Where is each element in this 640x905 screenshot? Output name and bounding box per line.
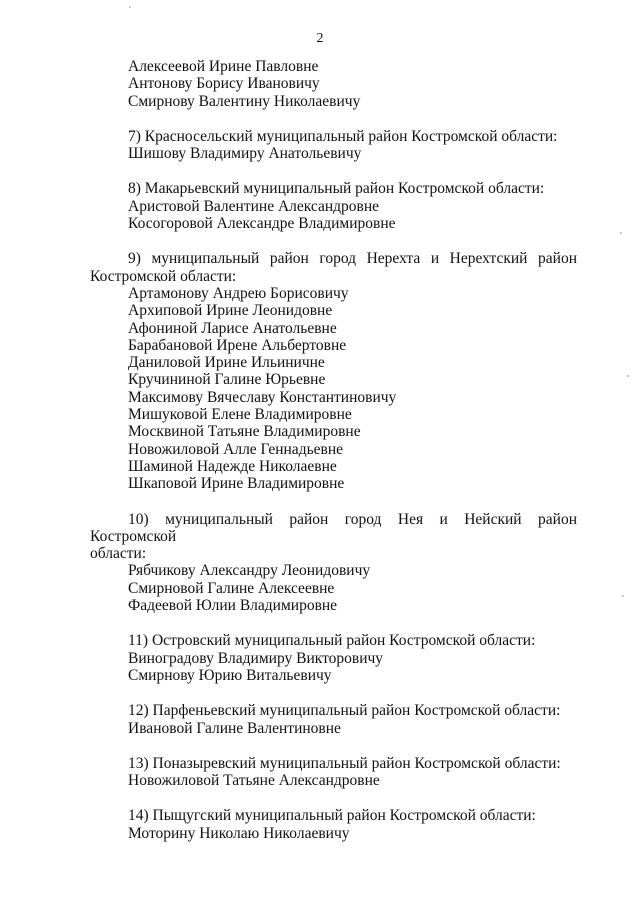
list-item: Моторину Николаю Николаевичу — [128, 824, 350, 842]
district-heading — [90, 702, 577, 719]
list-item: Кручининой Галине Юрьевне — [128, 371, 326, 389]
district-section — [90, 128, 577, 163]
list-item: Виноградову Владимиру Викторовичу — [128, 649, 384, 667]
district-heading-line: 13) Поназыревский муниципальный район Костромской области: — [128, 754, 561, 772]
district-section — [90, 702, 577, 737]
list-item: Даниловой Ирине Ильиничне — [128, 354, 325, 372]
district-sections — [90, 128, 577, 842]
scan-speck — [627, 375, 629, 377]
list-item: Артамонову Андрею Борисовичу — [128, 284, 349, 302]
district-heading-line: Костромской области: — [90, 267, 237, 285]
list-item: Новожиловой Татьяне Александровне — [128, 772, 380, 790]
list-item: Ивановой Галине Валентиновне — [128, 719, 341, 737]
list-item: Мишуковой Елене Владимировне — [128, 406, 352, 424]
list-item: Архиповой Ирине Леонидовне — [128, 302, 333, 320]
district-heading-line: 10) муниципальный район город Нея и Нейский район Костромской — [90, 510, 577, 545]
list-item: Рябчикову Александру Леонидовичу — [128, 562, 371, 580]
list-item: Шишову Владимиру Анатольевичу — [128, 145, 362, 163]
scan-speck — [129, 6, 131, 8]
list-item: Шаминой Надежде Николаевне — [128, 457, 337, 475]
district-heading — [90, 128, 577, 145]
list-item: Смирнову Валентину Николаевичу — [128, 92, 361, 110]
list-item: Максимову Вячеславу Константиновичу — [128, 388, 397, 406]
list-item: Барабановой Ирене Альбертовне — [128, 336, 347, 354]
district-heading-line: области: — [90, 545, 147, 563]
document-body — [90, 58, 577, 842]
list-item: Афониной Ларисе Анатольевне — [128, 319, 337, 337]
district-heading — [90, 807, 577, 824]
district-section — [90, 180, 577, 232]
district-section — [90, 807, 577, 842]
list-item: Косогоровой Александре Владимировне — [128, 215, 396, 233]
district-heading — [90, 632, 577, 649]
district-heading-line: 14) Пыщугский муниципальный район Костромской области: — [128, 807, 536, 825]
district-heading — [90, 180, 577, 197]
list-item: Смирнову Юрию Витальевичу — [128, 666, 332, 684]
scan-speck — [620, 232, 622, 234]
district-heading-line: 9) муниципальный район город Нерехта и Нерехтский район — [128, 250, 577, 268]
list-item: Аристовой Валентине Александровне — [128, 197, 380, 215]
district-heading-line: 8) Макарьевский муниципальный район Костромской области: — [128, 180, 545, 198]
list-item: Антонову Борису Ивановичу — [128, 75, 320, 93]
list-item: Новожиловой Алле Геннадьевне — [128, 440, 344, 458]
district-section — [90, 632, 577, 684]
district-heading — [90, 511, 577, 563]
district-heading — [90, 250, 577, 285]
page-number: 2 — [316, 31, 324, 46]
list-item: Смирновой Галине Алексеевне — [128, 579, 335, 597]
district-heading-line: 11) Островский муниципальный район Костромской области: — [128, 632, 536, 650]
district-section — [90, 250, 577, 492]
list-item: Фадеевой Юлии Владимировне — [128, 597, 338, 615]
district-heading — [90, 755, 577, 772]
district-heading-line: 7) Красносельский муниципальный район Костромской области: — [128, 127, 558, 145]
intro-name-list — [90, 58, 577, 110]
list-item: Шкаповой Ирине Владимировне — [128, 475, 345, 493]
scan-speck — [622, 595, 624, 597]
district-section — [90, 511, 577, 615]
district-heading-line: 12) Парфеньевский муниципальный район Костромской области: — [128, 702, 561, 720]
district-section — [90, 755, 577, 790]
list-item: Москвиной Татьяне Владимировне — [128, 423, 361, 441]
list-item: Алексеевой Ирине Павловне — [128, 58, 319, 75]
